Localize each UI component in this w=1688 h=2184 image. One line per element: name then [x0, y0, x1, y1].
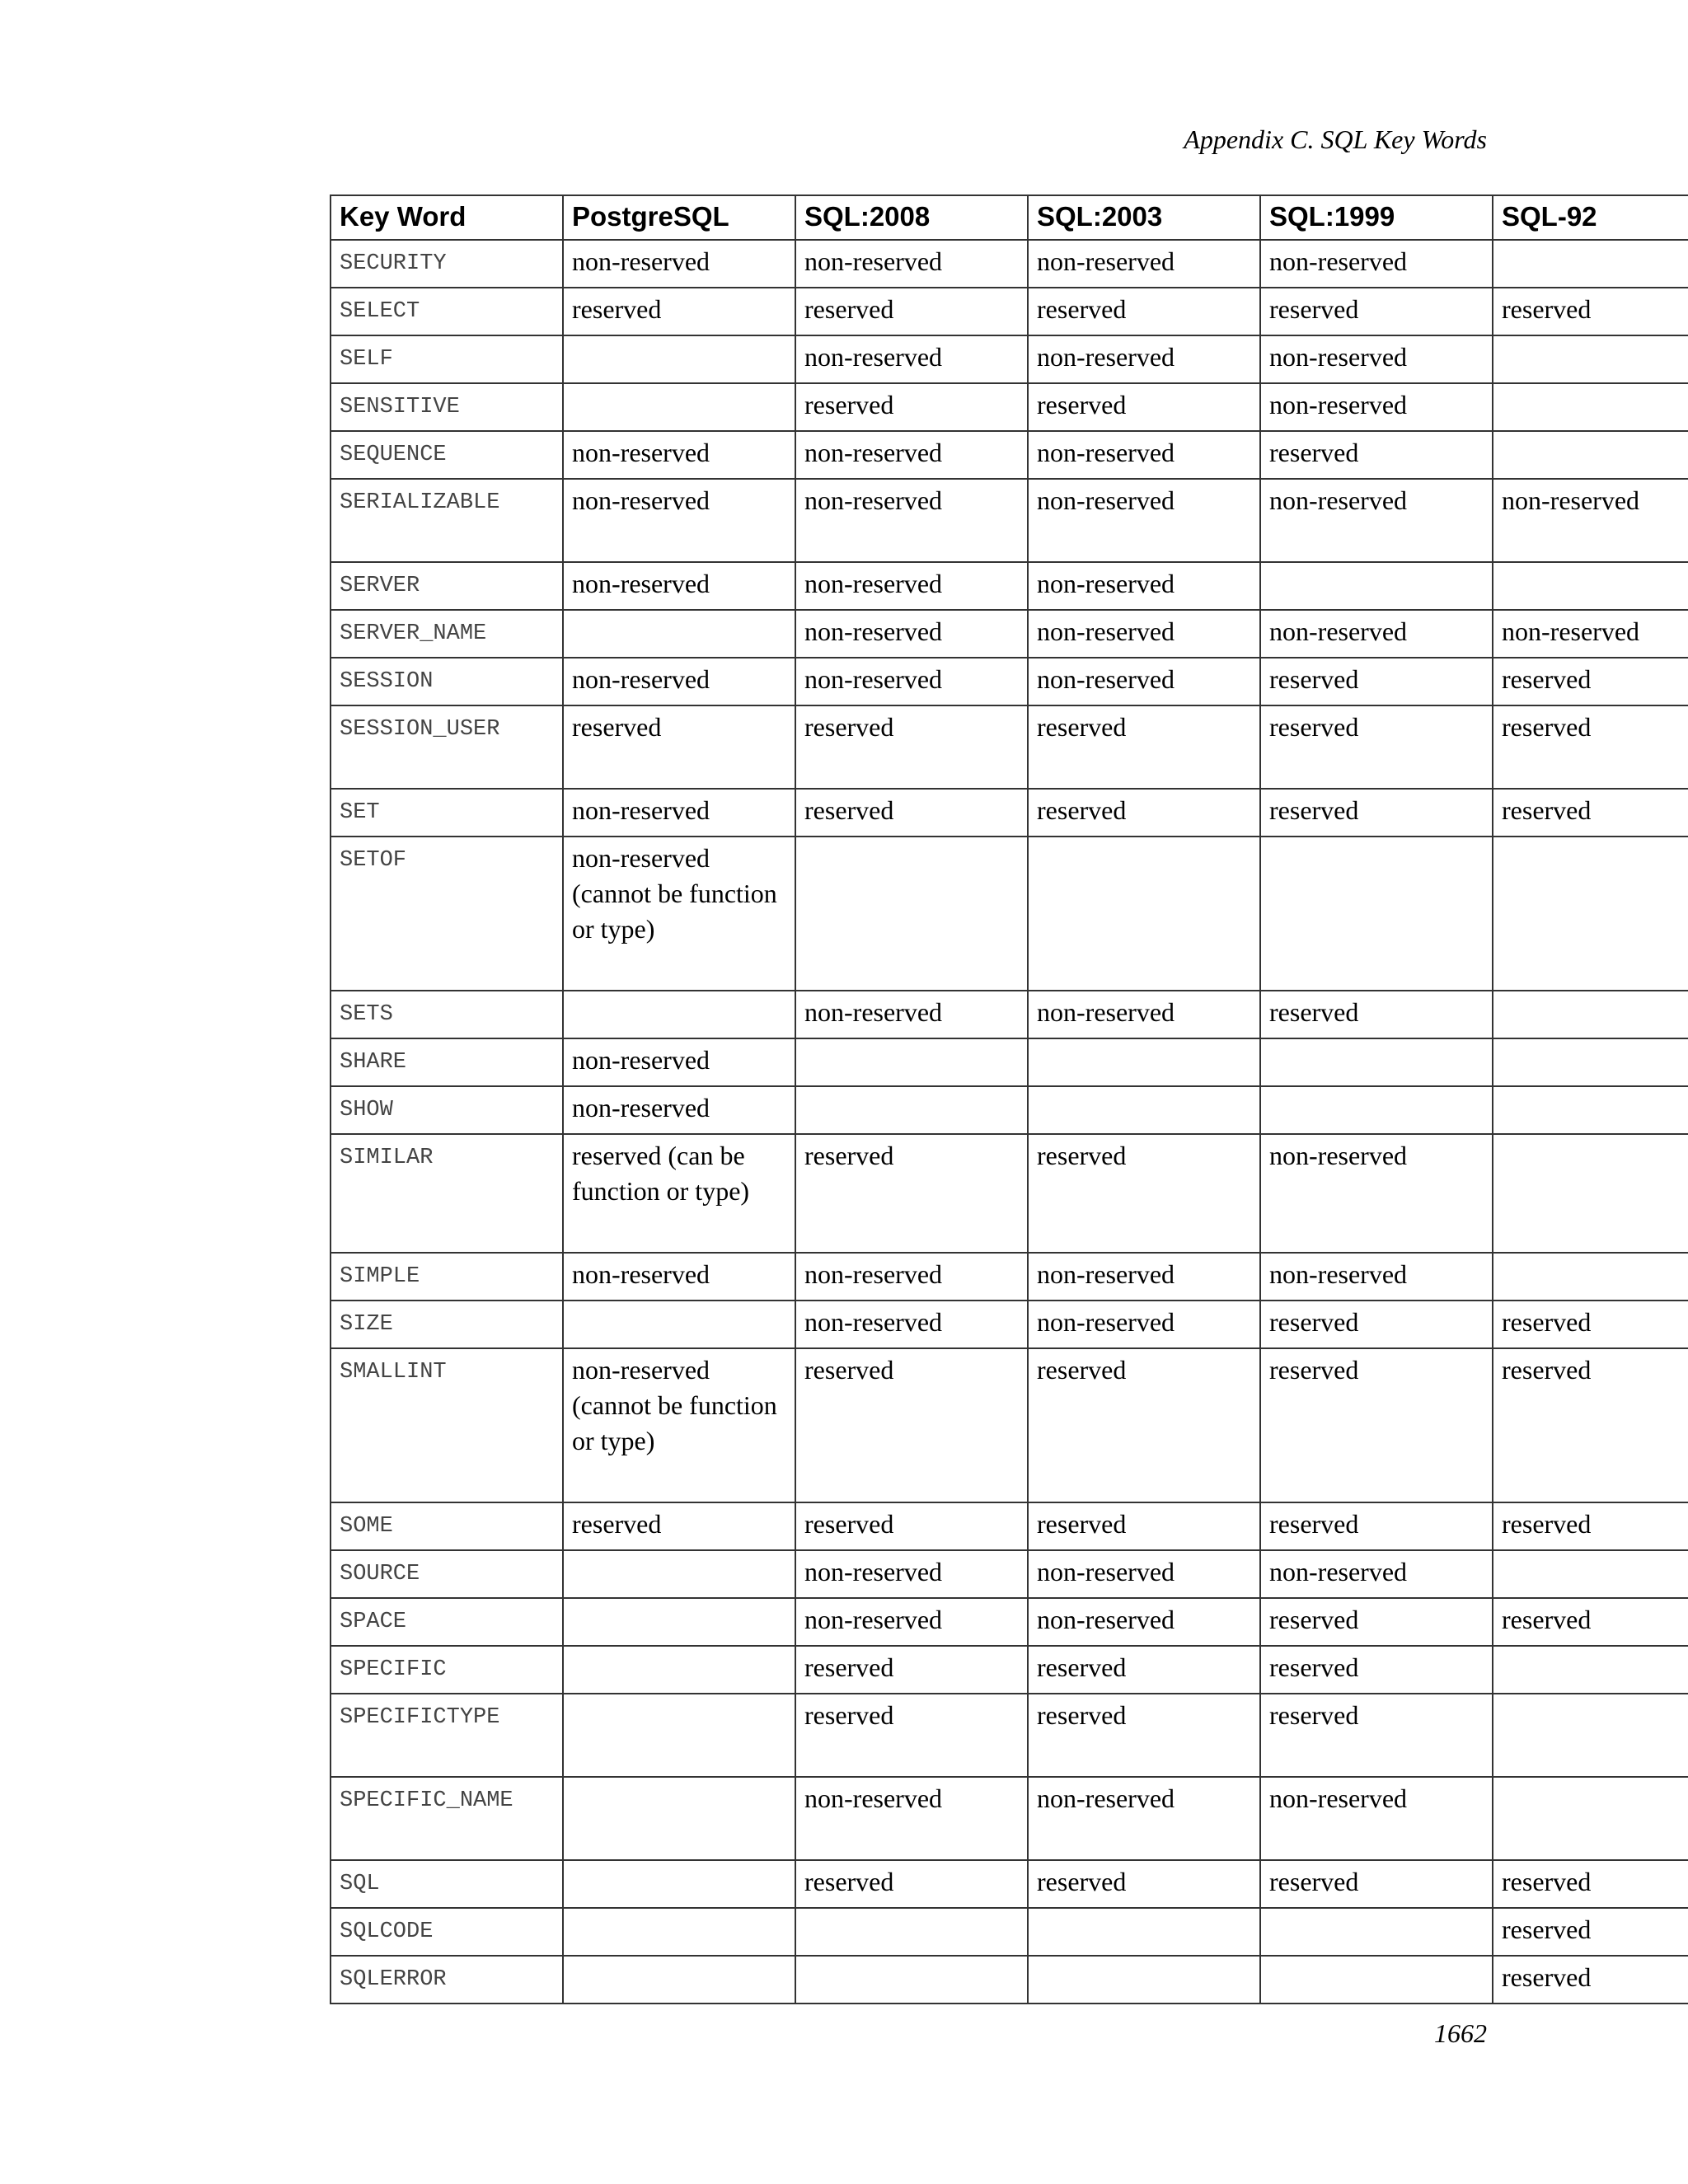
status-cell [1028, 1956, 1260, 2004]
status-cell: non-reserved [1028, 240, 1260, 288]
status-cell [1493, 1550, 1688, 1598]
status-cell: reserved [795, 1646, 1028, 1694]
status-cell: non-reserved [795, 1550, 1028, 1598]
table-row [331, 562, 1688, 610]
status-cell: non-reserved [1028, 658, 1260, 705]
keyword-cell: SEQUENCE [331, 431, 563, 479]
keyword-cell: SQL [331, 1860, 563, 1908]
status-cell: non-reserved [795, 479, 1028, 562]
table-row [331, 991, 1688, 1038]
status-cell [1260, 837, 1493, 991]
status-cell: non-reserved (cannot be function or type) [563, 1348, 795, 1502]
status-cell: reserved [1260, 789, 1493, 837]
table-row [331, 1860, 1688, 1908]
status-cell: reserved [1260, 431, 1493, 479]
status-cell: non-reserved [1493, 479, 1688, 562]
column-header: SQL-92 [1493, 195, 1688, 240]
status-cell: reserved [1260, 991, 1493, 1038]
status-cell [1493, 1134, 1688, 1253]
status-cell [563, 1550, 795, 1598]
status-cell: reserved [1493, 1598, 1688, 1646]
table-row [331, 383, 1688, 431]
status-cell: non-reserved [795, 610, 1028, 658]
status-cell: reserved [1493, 288, 1688, 335]
status-cell: reserved [563, 288, 795, 335]
status-cell [1493, 562, 1688, 610]
status-cell: non-reserved [1260, 1253, 1493, 1301]
status-cell: reserved [795, 288, 1028, 335]
status-cell: reserved [1260, 1502, 1493, 1550]
status-cell [1493, 1253, 1688, 1301]
status-cell: non-reserved [563, 431, 795, 479]
status-cell: non-reserved [1028, 1550, 1260, 1598]
table-row [331, 1550, 1688, 1598]
status-cell: non-reserved [563, 1086, 795, 1134]
status-cell: non-reserved [795, 1301, 1028, 1348]
keyword-cell: SET [331, 789, 563, 837]
status-cell: non-reserved [795, 431, 1028, 479]
table-body [331, 240, 1688, 2004]
status-cell: reserved [1028, 1134, 1260, 1253]
status-cell: non-reserved [795, 240, 1028, 288]
column-header: SQL:1999 [1260, 195, 1493, 240]
status-cell [795, 1908, 1028, 1956]
status-cell: reserved [1028, 1694, 1260, 1777]
status-cell: non-reserved [1028, 610, 1260, 658]
status-cell: reserved [795, 1694, 1028, 1777]
status-cell: non-reserved [1493, 610, 1688, 658]
status-cell: reserved [1028, 705, 1260, 789]
status-cell [1260, 1038, 1493, 1086]
table-row [331, 610, 1688, 658]
status-cell: reserved [1028, 1348, 1260, 1502]
status-cell: reserved [563, 1502, 795, 1550]
status-cell: reserved [1493, 1908, 1688, 1956]
table-row [331, 1301, 1688, 1348]
status-cell [563, 1908, 795, 1956]
status-cell: non-reserved [795, 1777, 1028, 1860]
status-cell: non-reserved [1028, 562, 1260, 610]
keyword-cell: SERVER_NAME [331, 610, 563, 658]
status-cell: reserved (can be function or type) [563, 1134, 795, 1253]
status-cell: non-reserved [563, 562, 795, 610]
table-row [331, 1086, 1688, 1134]
status-cell: reserved [1260, 1598, 1493, 1646]
status-cell: reserved [1260, 1694, 1493, 1777]
keyword-cell: SERVER [331, 562, 563, 610]
table-row [331, 479, 1688, 562]
table-row [331, 837, 1688, 991]
keyword-cell: SECURITY [331, 240, 563, 288]
table-row [331, 705, 1688, 789]
status-cell [563, 1646, 795, 1694]
status-cell [1493, 1694, 1688, 1777]
status-cell: non-reserved [1260, 240, 1493, 288]
status-cell: reserved [1028, 1502, 1260, 1550]
table-row [331, 1348, 1688, 1502]
status-cell: non-reserved [1260, 335, 1493, 383]
status-cell: reserved [1493, 705, 1688, 789]
keyword-cell: SHARE [331, 1038, 563, 1086]
status-cell: reserved [1028, 789, 1260, 837]
table-row [331, 431, 1688, 479]
status-cell: reserved [563, 705, 795, 789]
status-cell: non-reserved [563, 1253, 795, 1301]
status-cell: non-reserved [1028, 1598, 1260, 1646]
table-row [331, 335, 1688, 383]
keyword-cell: SENSITIVE [331, 383, 563, 431]
page-number: 1662 [1434, 2018, 1487, 2048]
status-cell: non-reserved [563, 1038, 795, 1086]
table-row [331, 1646, 1688, 1694]
status-cell [1493, 1777, 1688, 1860]
keyword-cell: SHOW [331, 1086, 563, 1134]
status-cell: non-reserved [1028, 1301, 1260, 1348]
status-cell: non-reserved (cannot be function or type) [563, 837, 795, 991]
keyword-cell: SQLCODE [331, 1908, 563, 1956]
table-row [331, 288, 1688, 335]
keyword-cell: SETOF [331, 837, 563, 991]
status-cell: reserved [1493, 1956, 1688, 2004]
keyword-cell: SELECT [331, 288, 563, 335]
keyword-cell: SPECIFIC_NAME [331, 1777, 563, 1860]
status-cell: non-reserved [1260, 1550, 1493, 1598]
column-header: Key Word [331, 195, 563, 240]
table-row [331, 1598, 1688, 1646]
status-cell [1493, 335, 1688, 383]
status-cell [1028, 1086, 1260, 1134]
status-cell: reserved [795, 789, 1028, 837]
table-row [331, 658, 1688, 705]
status-cell: non-reserved [795, 658, 1028, 705]
status-cell: reserved [1260, 1860, 1493, 1908]
status-cell [1493, 1086, 1688, 1134]
table-row [331, 240, 1688, 288]
status-cell: reserved [1028, 288, 1260, 335]
keyword-cell: SELF [331, 335, 563, 383]
status-cell [795, 837, 1028, 991]
header-row [331, 195, 1688, 240]
table-row [331, 1038, 1688, 1086]
keyword-cell: SPECIFIC [331, 1646, 563, 1694]
status-cell [1260, 562, 1493, 610]
status-cell [1493, 431, 1688, 479]
table-row [331, 1777, 1688, 1860]
status-cell: non-reserved [1260, 1777, 1493, 1860]
status-cell: reserved [1028, 1860, 1260, 1908]
keyword-cell: SIMILAR [331, 1134, 563, 1253]
status-cell [563, 610, 795, 658]
status-cell: non-reserved [1260, 479, 1493, 562]
status-cell: non-reserved [1260, 1134, 1493, 1253]
keyword-cell: SPACE [331, 1598, 563, 1646]
keyword-cell: SIMPLE [331, 1253, 563, 1301]
table-row [331, 1134, 1688, 1253]
status-cell [563, 1694, 795, 1777]
status-cell: reserved [1493, 1348, 1688, 1502]
status-cell: non-reserved [563, 658, 795, 705]
keyword-cell: SIZE [331, 1301, 563, 1348]
status-cell: non-reserved [563, 789, 795, 837]
status-cell: reserved [1260, 1301, 1493, 1348]
status-cell [563, 1777, 795, 1860]
keyword-cell: SMALLINT [331, 1348, 563, 1502]
status-cell: reserved [795, 705, 1028, 789]
status-cell: reserved [795, 1348, 1028, 1502]
status-cell: non-reserved [795, 562, 1028, 610]
column-header: SQL:2003 [1028, 195, 1260, 240]
keyword-cell: SPECIFICTYPE [331, 1694, 563, 1777]
status-cell [1260, 1908, 1493, 1956]
status-cell [1260, 1086, 1493, 1134]
status-cell: non-reserved [563, 479, 795, 562]
keyword-cell: SOURCE [331, 1550, 563, 1598]
status-cell [563, 991, 795, 1038]
status-cell: non-reserved [1028, 1253, 1260, 1301]
keyword-cell: SOME [331, 1502, 563, 1550]
status-cell: non-reserved [563, 240, 795, 288]
status-cell: non-reserved [1028, 335, 1260, 383]
status-cell: reserved [1260, 288, 1493, 335]
status-cell: reserved [795, 1502, 1028, 1550]
status-cell [1260, 1956, 1493, 2004]
table-row [331, 789, 1688, 837]
keyword-cell: SQLERROR [331, 1956, 563, 2004]
status-cell: reserved [1493, 1502, 1688, 1550]
keyword-cell: SESSION [331, 658, 563, 705]
status-cell: reserved [1260, 705, 1493, 789]
status-cell: reserved [1260, 658, 1493, 705]
status-cell: non-reserved [1260, 383, 1493, 431]
status-cell: non-reserved [1028, 991, 1260, 1038]
status-cell: reserved [795, 1134, 1028, 1253]
keyword-cell: SETS [331, 991, 563, 1038]
status-cell: reserved [1493, 658, 1688, 705]
table-row [331, 1956, 1688, 2004]
status-cell: reserved [1028, 1646, 1260, 1694]
status-cell [1028, 1908, 1260, 1956]
keyword-cell: SESSION_USER [331, 705, 563, 789]
status-cell [563, 1956, 795, 2004]
table-row [331, 1502, 1688, 1550]
status-cell: reserved [1493, 789, 1688, 837]
status-cell [563, 1860, 795, 1908]
column-header: PostgreSQL [563, 195, 795, 240]
status-cell [1493, 383, 1688, 431]
status-cell: reserved [795, 383, 1028, 431]
status-cell [563, 1301, 795, 1348]
status-cell: non-reserved [1028, 479, 1260, 562]
status-cell: reserved [1493, 1301, 1688, 1348]
status-cell [1493, 837, 1688, 991]
status-cell: non-reserved [1028, 1777, 1260, 1860]
status-cell [1493, 240, 1688, 288]
status-cell [1493, 1038, 1688, 1086]
table-row [331, 1694, 1688, 1777]
status-cell [1028, 1038, 1260, 1086]
status-cell [795, 1086, 1028, 1134]
status-cell [795, 1038, 1028, 1086]
table-header [331, 195, 1688, 240]
status-cell: non-reserved [795, 335, 1028, 383]
status-cell: reserved [1493, 1860, 1688, 1908]
status-cell: reserved [1260, 1646, 1493, 1694]
page-header: Appendix C. SQL Key Words [1184, 124, 1487, 154]
status-cell: reserved [1028, 383, 1260, 431]
status-cell [1493, 991, 1688, 1038]
status-cell: non-reserved [795, 991, 1028, 1038]
status-cell: non-reserved [795, 1598, 1028, 1646]
column-header: SQL:2008 [795, 195, 1028, 240]
keywords-table [330, 194, 1688, 2004]
status-cell: non-reserved [795, 1253, 1028, 1301]
table-row [331, 1253, 1688, 1301]
status-cell: non-reserved [1260, 610, 1493, 658]
status-cell: non-reserved [1028, 431, 1260, 479]
status-cell [1028, 837, 1260, 991]
status-cell [563, 1598, 795, 1646]
table-row [331, 1908, 1688, 1956]
status-cell [1493, 1646, 1688, 1694]
status-cell: reserved [795, 1860, 1028, 1908]
status-cell: reserved [1260, 1348, 1493, 1502]
status-cell [795, 1956, 1028, 2004]
keyword-cell: SERIALIZABLE [331, 479, 563, 562]
status-cell [563, 335, 795, 383]
status-cell [563, 383, 795, 431]
